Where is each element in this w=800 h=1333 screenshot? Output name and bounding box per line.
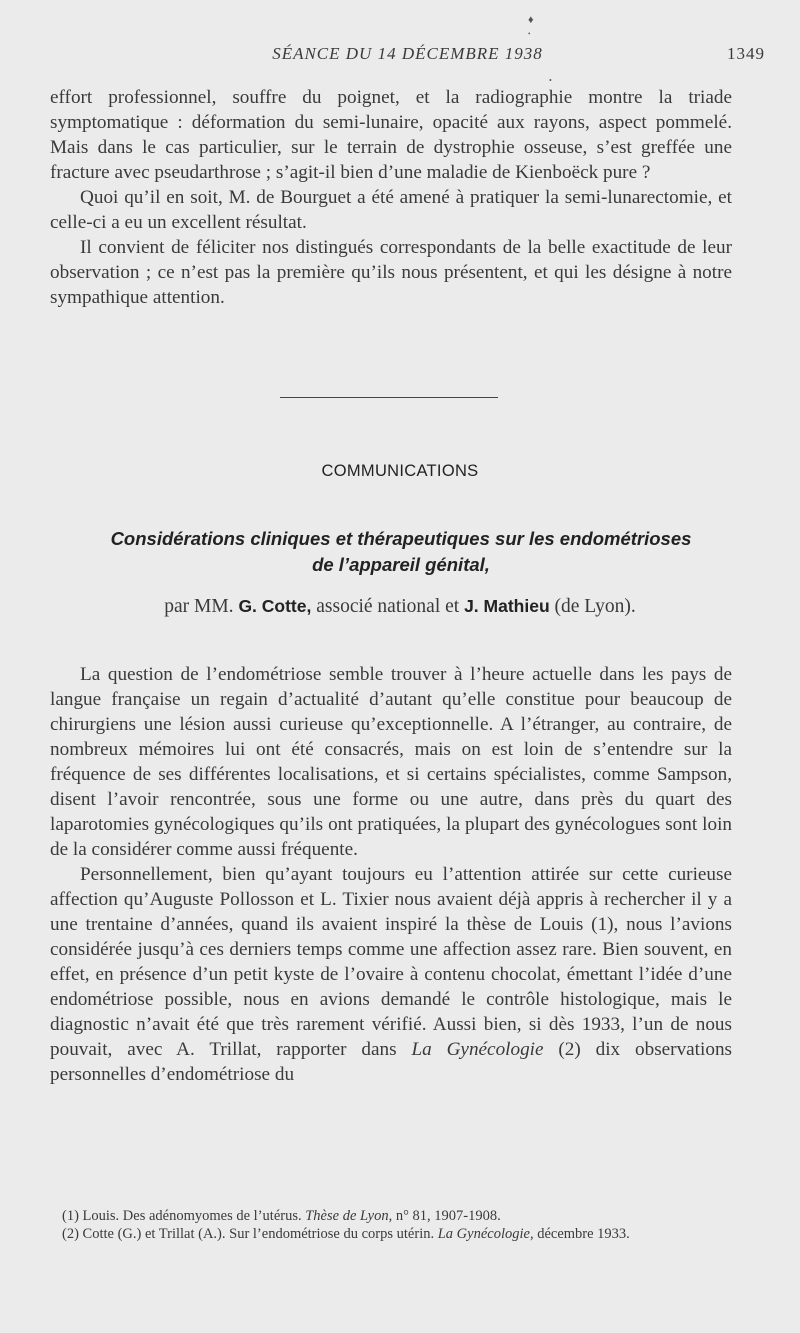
footnote [50, 1207, 732, 1225]
print-mark: • [528, 30, 531, 38]
article-title-line: Considérations cliniques et thérapeutiques sur les endométrioses [110, 528, 692, 549]
section-heading: COMMUNICATIONS [321, 462, 479, 480]
footnotes [50, 1207, 732, 1243]
print-mark: ♦ [528, 14, 534, 26]
author-name: G. Cotte, [238, 596, 312, 616]
footnote-italic: La Gynécologie [437, 1226, 530, 1242]
author-role: associé national et [316, 596, 460, 617]
authors-suffix: (de Lyon). [554, 596, 636, 617]
author-name: J. Mathieu [464, 596, 550, 616]
paragraph: effort professionnel, souffre du poignet, et la radiographie montre la triade symptomatique : déformation du semi-lunaire, opacité aux rayons, aspect pommelé. Mais dans le cas particulier, sur le terrain de dystrophie osseuse, s’est greffée une fracture avec pseudarthrose ; s’agit-il bien d’une maladie de Kienboëck pure ? [50, 87, 732, 183]
footnote-italic: Thèse de Lyon [305, 1208, 389, 1224]
intro-text [50, 85, 732, 310]
footnote [50, 1225, 732, 1243]
article-title [40, 526, 762, 578]
paragraph-text: (2) dix observations personnelles d’endométriose du [50, 1039, 733, 1085]
journal-title: La Gynécologie [411, 1039, 544, 1060]
article-authors [0, 596, 800, 618]
paragraph: Quoi qu’il en soit, M. de Bourguet a été amené à pratiquer la semi-lunarectomie, et celle-ci a eu un excellent résultat. [50, 187, 732, 233]
running-title: SÉANCE DU 14 DÉCEMBRE 1938 [272, 44, 543, 63]
print-mark: • [549, 76, 552, 85]
section-divider [280, 397, 498, 398]
footnote-text: (2) Cotte (G.) et Trillat (A.). Sur l’endométriose du corps utérin. [62, 1226, 435, 1242]
authors-prefix: par MM. [164, 596, 234, 617]
footnote-text: (1) Louis. Des adénomyomes de l’utérus. [62, 1208, 302, 1224]
paragraph-text: Personnellement, bien qu’ayant toujours eu l’attention attirée sur cette curieuse affection qu’Auguste Pollosson et L. Tixier nous avaient déjà appris à rechercher il y a une trentaine d’années, quand ils avaient inspiré la thèse de Louis (1), nous l’avions considérée jusqu’à ces derniers temps comme une affection assez rare. Bien souvent, en effet, en présence d’un petit kyste de l’ovaire à contenu chocolat, émettant l’idée d’une endométriose possible, nous en avions demandé le contrôle histologique, mais le diagnostic n’avait été que très rarement vérifié. Aussi bien, si dès 1933, l’un de nous pouvait, avec A. Trillat, rapporter dans [50, 864, 732, 1060]
article-body [50, 662, 732, 1087]
footnote-text: , décembre 1933. [529, 1226, 630, 1242]
footnote-text: , n° 81, 1907-1908. [388, 1208, 501, 1224]
paragraph [50, 862, 732, 1087]
article-title-line: de l’appareil génital, [312, 554, 490, 575]
page-number: 1349 [727, 44, 765, 63]
paragraph: La question de l’endométriose semble trouver à l’heure actuelle dans les pays de langue française un regain d’actualité d’autant qu’elle constitue pour beaucoup de chirurgiens une lésion aussi curieuse qu’exceptionnelle. A l’étranger, au contraire, de nombreux mémoires lui ont été consacrés, mais on est loin de s’entendre sur la fréquence de ses différentes localisations, et si certains spécialistes, comme Sampson, disent l’avoir rencontrée, sous une forme ou une autre, dans près du quart des laparotomies gynécologiques qu’ils ont pratiquées, la plupart des gynécologues sont loin de la considérer comme aussi fréquente. [50, 664, 732, 860]
paragraph: Il convient de féliciter nos distingués correspondants de la belle exactitude de leur observation ; ce n’est pas la première qu’ils nous présentent, et qui les désigne à notre sympathique attention. [50, 237, 732, 308]
